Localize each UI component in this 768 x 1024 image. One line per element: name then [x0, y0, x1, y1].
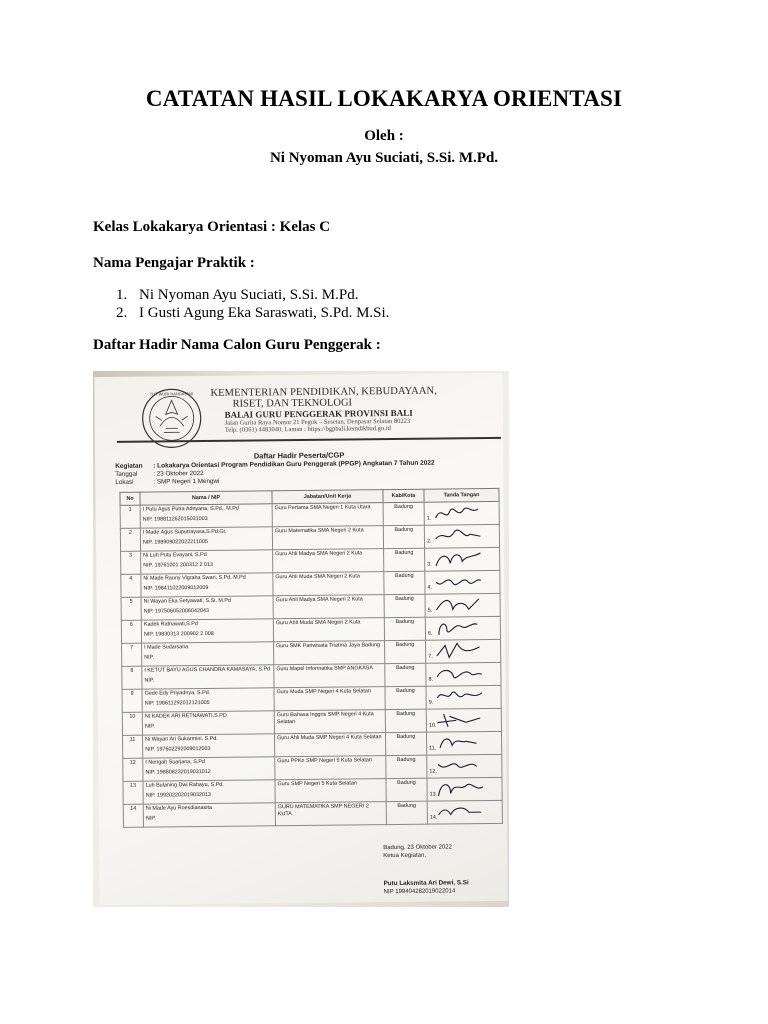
signature-cell [426, 708, 501, 732]
participant-cell [142, 688, 274, 712]
regency-cell: Badung [383, 502, 424, 525]
participant-name: Gede Edy Priyadnya, S.Pd. [144, 689, 211, 697]
by-label: Oleh : [364, 128, 404, 144]
author-name: Ni Nyoman Ayu Suciati, S.Si. M.Pd. [269, 150, 499, 166]
handwritten-signature-icon [435, 687, 485, 708]
instructor-name: I Gusti Agung Eka Saraswati, S.Pd. M.Si. [139, 305, 390, 321]
position-cell: Guru Ahli Muda SMA Negeri 2 Kuta [273, 618, 384, 642]
regency-cell: Badung [384, 571, 425, 594]
address: Jalan Gurita Raya Nomor 21 Pegok – Sesetan, Denpasar Selatan 80223 [224, 417, 411, 427]
participant-name: Ni Luh Putu Evayani, S.Pd [143, 551, 207, 559]
signature-cell [426, 639, 501, 663]
regency-cell: Badung [384, 640, 425, 663]
participant-name: I Putu Agus Putra Adnyana, S.Pd., M.Pd [142, 505, 239, 513]
handwritten-signature-icon [436, 802, 486, 823]
footer-role: Ketua Kegiatan, [383, 852, 427, 860]
participant-cell [143, 757, 275, 781]
signature-number: 9. [428, 699, 434, 706]
location-value: : SMP Negeri 1 Mengwi [153, 477, 220, 486]
participant-name: NI KADEK ARI RETNAWATI,S.PD [144, 712, 227, 720]
position-cell: Guru Matematika SMA Negeri 2 Kuta [272, 526, 383, 550]
signature-number: 4. [427, 584, 433, 591]
signature [428, 664, 494, 685]
participant-name: Ni Made Raony Vigraha Swari, S.Pd, M.Pd [143, 574, 246, 582]
signature [428, 595, 494, 616]
location-label: Lokasi [115, 478, 134, 486]
regency-cell: Badung [386, 801, 427, 824]
participant-nip: NIP. 197602292009012003 [145, 745, 211, 753]
signature-number: 8. [428, 676, 433, 683]
regency-cell: Badung [383, 525, 424, 548]
handwritten-signature-icon [434, 641, 484, 662]
footer-place-date: Badung, 23 Oktober 2022 [383, 844, 452, 852]
participant-cell [142, 665, 274, 689]
signature [430, 802, 496, 823]
participant-nip: NIP. 197506052006042043 [143, 607, 210, 615]
participant-nip: NIP. [144, 677, 155, 684]
attendance-sheet [94, 373, 508, 905]
signature [427, 572, 493, 593]
participant-cell [142, 711, 274, 735]
participant-name: Ni Wayan Eka Setyawati, S.Si, M.Pd [143, 597, 231, 605]
participant-cell [143, 803, 275, 827]
signature-number: 13. [429, 791, 438, 798]
signature [428, 641, 494, 662]
column-header: Nama / NIP [140, 491, 272, 505]
row-number: 12 [123, 758, 143, 781]
participant-name: I KETUT BAYU AGUS CHANDRA KAMASAYA, S.Pd [144, 666, 271, 674]
row-number: 4 [121, 574, 141, 597]
participant-name: I Nengah Suarjana, S.Pd [145, 759, 206, 766]
position-cell: Guru SMK Pariwisata Triatma Jaya Badung [274, 641, 385, 665]
handwritten-signature-icon [433, 526, 483, 547]
signature-number: 14. [429, 814, 438, 821]
date-label: Tanggal [115, 470, 138, 478]
row-number: 9 [122, 689, 142, 712]
participant-nip: NIP. 198808232019031012 [145, 768, 211, 776]
position-cell: Guru Bahasa Inggris SMP Negeri 4 Kuta Selatan [274, 710, 385, 734]
participant-nip: NIP. [144, 723, 155, 730]
table-row [123, 800, 502, 827]
handwritten-signature-icon [434, 595, 484, 616]
footer-signer-nip: NIP 199404282019022014 [383, 888, 456, 896]
logo-text: TUT WURI HANDAYANI [149, 391, 194, 397]
handwritten-signature-icon [435, 710, 485, 731]
sheet-heading: Daftar Hadir Peserta/CGP [253, 450, 345, 461]
signature-cell [426, 685, 501, 709]
row-number: 8 [122, 666, 142, 689]
attendance-sheet-photo [93, 371, 509, 907]
participant-name: Luh Bulaning Dwi Rahayu, S.Pd. [145, 781, 224, 789]
participant-name: I Made Agus Suputrayasa,S.Pd.Gr. [142, 528, 227, 536]
participant-cell [141, 619, 273, 643]
signature-cell [425, 547, 500, 571]
participant-nip: NIP. 199202202019032013 [145, 791, 211, 799]
position-cell: Guru PPKn SMP Negeri 5 Kuta Selatan [275, 756, 386, 780]
attendance-heading: Daftar Hadir Nama Calon Guru Penggerak : [93, 337, 381, 353]
row-number: 5 [121, 597, 141, 620]
regency-cell: Badung [385, 732, 426, 755]
participant-nip: NIP. [144, 654, 155, 661]
signature-number: 6. [427, 630, 433, 637]
list-item [116, 286, 389, 304]
handwritten-signature-icon [434, 618, 484, 639]
signature [429, 687, 495, 708]
row-number: 1 [120, 505, 140, 528]
list-item [116, 304, 389, 322]
participant-cell [141, 573, 273, 597]
column-header: Jabatan/Unit Kerja [272, 490, 383, 504]
signature [427, 503, 493, 524]
instructors-heading: Nama Pengajar Praktik : [93, 255, 255, 271]
position-cell: Guru Muda SMP Negeri 4 Kuta Selatan [274, 687, 385, 711]
regency-cell: Badung [385, 663, 426, 686]
participant-cell [141, 596, 273, 620]
signature-number: 12. [429, 768, 437, 775]
regency-cell: Badung [384, 594, 425, 617]
participant-nip: NIP. 198611292012121005 [144, 699, 210, 707]
position-cell: Guru SMP Negeri 5 Kuta Selatan [275, 779, 386, 803]
signature [429, 733, 495, 754]
participant-name: I Made Sudarsana [144, 644, 189, 651]
attendance-table [119, 488, 502, 828]
signature-number: 11. [429, 745, 437, 752]
signature-cell [427, 754, 502, 778]
signature-cell [424, 501, 499, 525]
signature-cell [424, 524, 499, 548]
participant-nip: NIP. 19761001 200312 2 013 [143, 561, 214, 569]
column-header: Tanda Tangan [424, 488, 499, 502]
instructor-name: Ni Nyoman Ayu Suciati, S.Si. M.Pd. [139, 287, 359, 303]
participant-name: Ni Wayan Ari Sukarmini, S.Pd. [145, 735, 218, 743]
participant-cell [142, 642, 274, 666]
participant-cell [140, 504, 272, 528]
participant-name: Ni Made Ayu Roesdianasita [145, 804, 212, 812]
class-info: Kelas Lokakarya Orientasi : Kelas C [93, 219, 331, 235]
participant-nip: NIP. 198411022009012009 [143, 584, 209, 592]
participant-nip: NIP. 198811262015031003 [142, 515, 208, 523]
position-cell: Guru Ahli Madya SMA Negeri 2 Kuta [273, 595, 384, 619]
participant-nip: NIP. 19830313 200902 2 008 [143, 630, 214, 638]
document-title: CATATAN HASIL LOKAKARYA ORIENTASI [145, 86, 623, 111]
institution-name: BALAI GURU PENGGERAK PROVINSI BALI [224, 407, 413, 420]
signature-number: 2. [426, 538, 432, 545]
signature [429, 756, 495, 777]
regency-cell: Badung [385, 709, 426, 732]
signature-cell [426, 662, 501, 686]
list-number: 2. [116, 305, 128, 321]
signature-cell [426, 731, 501, 755]
footer-signer: Putu Laksmita Ari Dewi, S.Si [383, 879, 469, 888]
signature-number: 5. [427, 607, 433, 614]
signature-number: 3. [427, 561, 432, 568]
list-number: 1. [116, 287, 128, 303]
row-number: 6 [121, 620, 141, 643]
position-cell: Guru Ahli Madya SMA Negeri 2 Kuta [273, 549, 384, 573]
column-header: Kab/Kota [383, 489, 424, 502]
row-number: 13 [123, 781, 143, 804]
participant-cell [143, 734, 275, 758]
participant-cell [141, 550, 273, 574]
signature-cell [427, 800, 502, 824]
handwritten-signature-icon [435, 733, 485, 754]
handwritten-signature-icon [433, 549, 483, 570]
contact: Telp. (0361) 4483040, Laman : https://bgpbali.kemdikbud.go.id [224, 425, 391, 434]
regency-cell: Badung [385, 686, 426, 709]
row-number: 14 [123, 804, 143, 827]
position-cell: Guru Mapel Informatika SMP ANGKASA [274, 664, 385, 688]
handwritten-signature-icon [434, 664, 484, 685]
signature-cell [425, 593, 500, 617]
letterhead [210, 385, 500, 434]
signature [428, 618, 494, 639]
event-value: : Lokakarya Orientasi Program Pendidikan Guru Penggerak (PPGP) Angkatan 7 Tahun 2022 [153, 459, 435, 470]
position-cell: Guru Ahli Muda SMA Negeri 2 Kuta [273, 572, 384, 596]
row-number: 3 [121, 551, 141, 574]
signature-cell [425, 616, 500, 640]
position-cell: Guru Pertama SMA Negeri 1 Kuta Utara [272, 503, 383, 527]
handwritten-signature-icon [435, 756, 485, 777]
participant-cell [140, 527, 272, 551]
row-number: 7 [122, 643, 142, 666]
signature [427, 526, 493, 547]
signature [429, 779, 495, 800]
row-number: 11 [122, 735, 142, 758]
handwritten-signature-icon [433, 572, 483, 593]
event-label: Kegiatan [115, 462, 143, 470]
regency-cell: Badung [386, 755, 427, 778]
column-header: No [120, 492, 140, 505]
signature-cell [427, 777, 502, 801]
sheet-footer [383, 843, 469, 896]
ministry-name: KEMENTERIAN PENDIDIKAN, KEBUDAYAAN, [210, 385, 437, 399]
event-meta [115, 460, 435, 487]
signature [427, 549, 493, 570]
row-number: 10 [122, 712, 142, 735]
participant-name: Kadek Ratnawati,S.Pd [143, 621, 198, 628]
regency-cell: Badung [386, 778, 427, 801]
row-number: 2 [120, 528, 140, 551]
ministry-name-2: RISET, DAN TEKNOLOGI [232, 397, 353, 410]
regency-cell: Badung [384, 617, 425, 640]
signature-number: 10. [428, 722, 437, 729]
attendance-rows [120, 501, 502, 827]
participant-nip: NIP. 198909022022211005 [142, 538, 208, 546]
instructors-list [116, 286, 389, 322]
signature-number: 1. [426, 515, 432, 522]
handwritten-signature-icon [433, 503, 483, 524]
participant-cell [143, 780, 275, 804]
position-cell: GURU MATEMATIKA SMP NEGERI 2 KUTA [275, 802, 386, 826]
date-value: : 23 Oktober 2022 [153, 470, 204, 478]
signature [429, 710, 495, 731]
signature-cell [425, 570, 500, 594]
handwritten-signature-icon [435, 779, 485, 800]
participant-nip: NIP. [145, 815, 156, 822]
regency-cell: Badung [383, 548, 424, 571]
signature-number: 7. [428, 653, 433, 660]
position-cell: Guru Ahli Muda SMP Negeri 4 Kuta Selatan [274, 733, 385, 757]
